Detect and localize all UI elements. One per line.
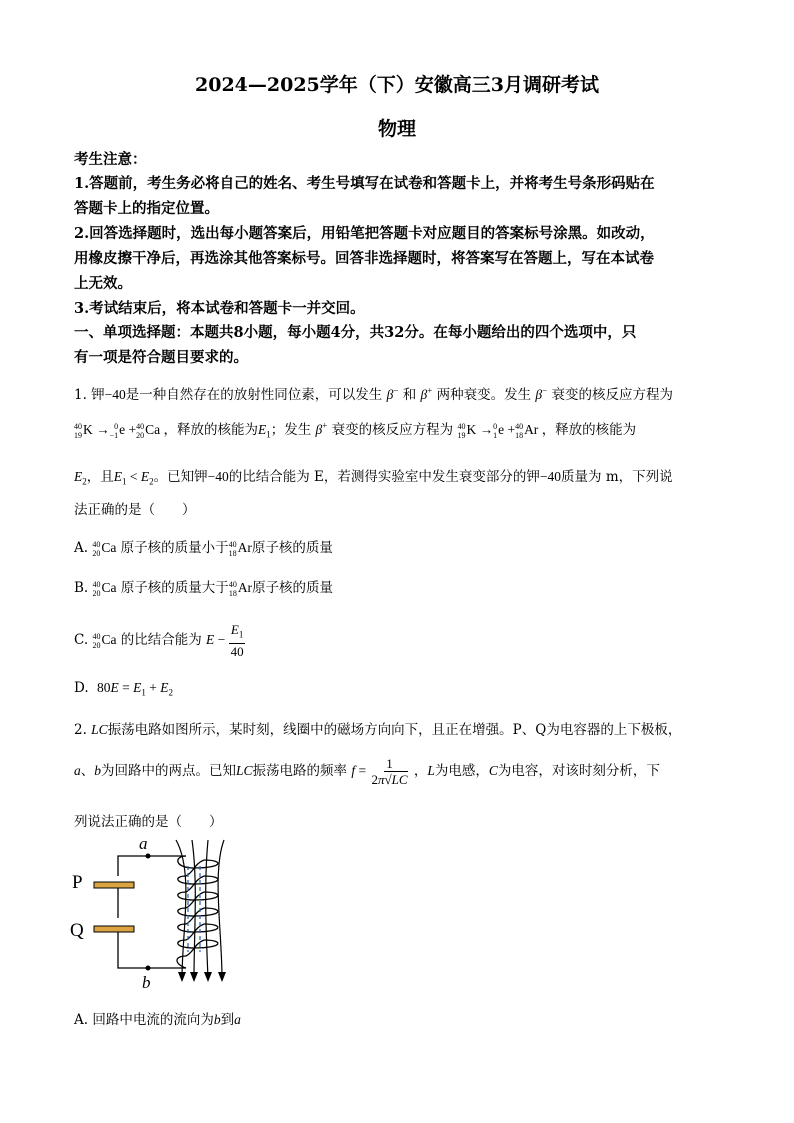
node-a: [146, 854, 151, 859]
q1-option-a[interactable]: A. 40 20 Ca 原子核的质量小于 40 18 Ar原子核的质量: [74, 539, 333, 558]
notice-item1-line2: 答题卡上的指定位置。: [74, 200, 219, 217]
field-arrows: [178, 972, 226, 982]
q2-line1: 2. LC振荡电路如图所示，某时刻，线圈中的磁场方向向下，且正在增强。P、Q为电容器的上下极板，: [74, 722, 682, 738]
notice-item2-line2: 用橡皮擦干净后，再选涂其他答案标号。回答非选择题时，将答案写在答题上，写在本试卷: [74, 250, 654, 267]
label-p: P: [72, 872, 83, 893]
notice-item2-line3: 上无效。: [74, 275, 132, 292]
exam-title: 2024—2025学年（下）安徽高三3月调研考试: [195, 74, 599, 96]
label-b: b: [142, 973, 151, 992]
q2-line2: a、b为回路中的两点。已知LC振荡电路的频率 f = $\frac{1}{2\pi√LC}$ ，L为电感，C为电容，对该时刻分析，下: [74, 756, 660, 787]
q1-option-b[interactable]: B. 40 20 Ca 原子核的质量大于 40 18 Ar原子核的质量: [74, 579, 334, 598]
q1-option-c[interactable]: C. 40 20 Ca 的比结合能为 E − $\frac{E_1}{40}$: [74, 622, 244, 659]
q1-line4: 法正确的是（ ）: [74, 502, 196, 518]
node-b: [146, 966, 151, 971]
beta-minus-equation: 40 19 K → 0 −1 e + 40 20 Ca: [74, 421, 164, 440]
plate-p: [94, 882, 134, 888]
plate-q: [94, 926, 134, 932]
q1-line1: 1. 钾−40是一种自然存在的放射性同位素，可以发生 β− 和 β+ 两种衰变。发生 β− 衰变的核反应方程为: [74, 385, 674, 403]
section1-line2: 有一项是符合题目要求的。: [74, 349, 248, 366]
notice-item1-line1: 1.答题前，考生务必将自己的姓名、考生号填写在试卷和答题卡上，并将考生号条形码贴在: [74, 175, 655, 192]
notice-item3: 3.考试结束后，将本试卷和答题卡一并交回。: [74, 300, 365, 317]
label-a: a: [139, 834, 148, 853]
notice-heading: 考生注意：: [74, 151, 147, 168]
q1-line2: 40 19 K → 0 −1 e + 40 20 Ca ，释放的核能为$E_1$；发生 β+ 衰变的核反应方程为 40 19 K → 0 1 e + 40 18 Ar ，释放的核能为: [74, 420, 637, 440]
q2-line3: 列说法正确的是（ ）: [74, 814, 223, 830]
exam-subject: 物理: [377, 118, 416, 140]
notice-item2-line1: 2.回答选择题时，选出每小题答案后，用铅笔把答题卡对应题目的答案标号涂黑。如改动，: [74, 225, 655, 242]
q1-option-d[interactable]: D. $80E = E_1 + E_2$: [74, 680, 173, 698]
lc-circuit-diagram: [64, 832, 244, 1000]
beta-plus-equation: 40 19 K → 0 1 e + 40 18 Ar: [457, 421, 542, 440]
label-q: Q: [70, 920, 84, 941]
q2-option-a[interactable]: A. 回路中电流的流向为b到a: [74, 1012, 241, 1028]
q1-line3: $E_2$，且$E_1 < E_2$。已知钾−40的比结合能为 E，若测得实验室中发生衰变部分的钾−40质量为 m，下列说: [74, 469, 673, 487]
section1-line1: 一、单项选择题：本题共8小题，每小题4分，共32分。在每小题给出的四个选项中，只: [74, 324, 637, 341]
